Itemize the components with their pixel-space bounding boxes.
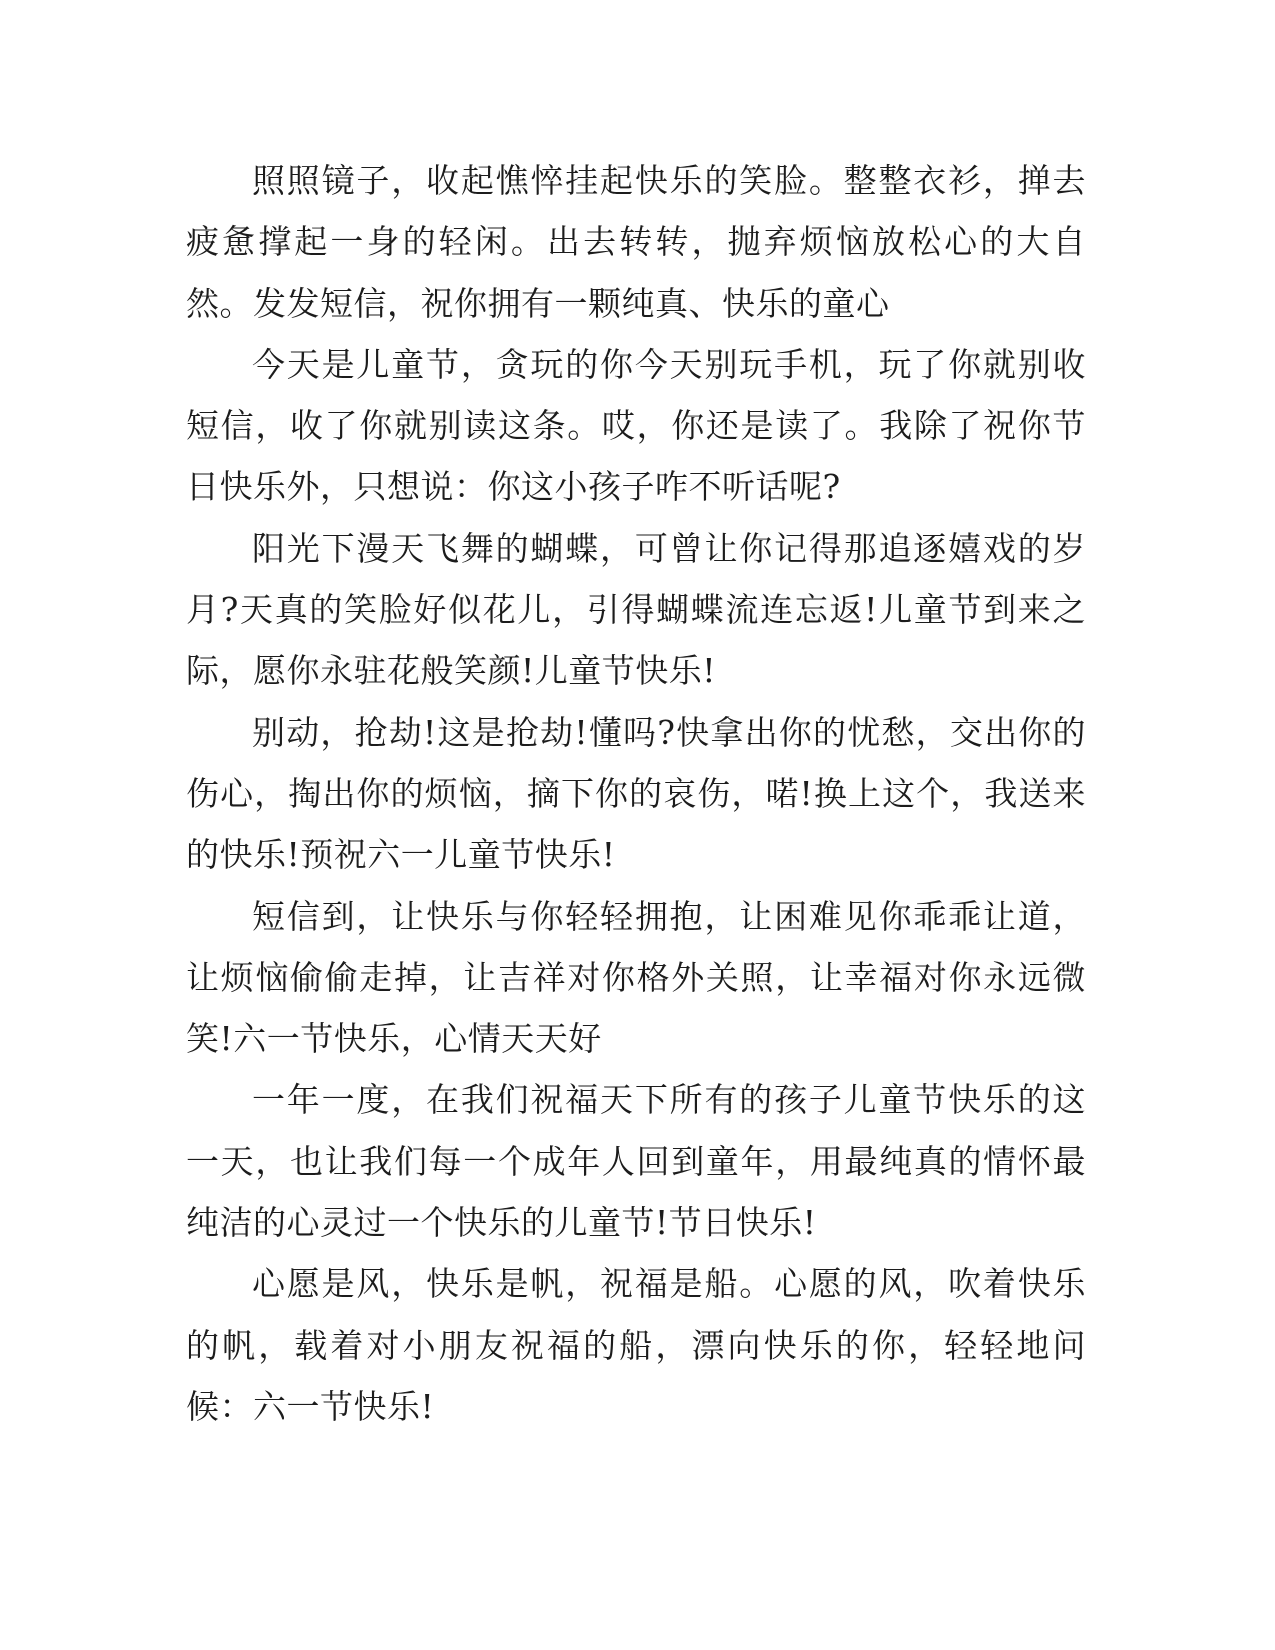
paragraph-7: 心愿是风，快乐是帆，祝福是船。心愿的风，吹着快乐的帆，载着对小朋友祝福的船，漂向快乐的你，轻轻地问候：六一节快乐! [186,1264,1086,1426]
paragraph-3: 阳光下漫天飞舞的蝴蝶，可曾让你记得那追逐嬉戏的岁月?天真的笑脸好似花儿，引得蝴蝶流连忘返!儿童节到来之际，愿你永驻花般笑颜!儿童节快乐! [186,528,1086,691]
paragraph-5: 短信到，让快乐与你轻轻拥抱，让困难见你乖乖让道，让烦恼偷偷走掉，让吉祥对你格外关照，让幸福对你永远微笑!六一节快乐，心情天天好 [186,896,1086,1059]
paragraph-2: 今天是儿童节，贪玩的你今天别玩手机，玩了你就别收短信，收了你就别读这条。哎，你还是读了。我除了祝你节日快乐外，只想说：你这小孩子咋不听话呢? [186,344,1086,507]
paragraph-6: 一年一度，在我们祝福天下所有的孩子儿童节快乐的这一天，也让我们每一个成年人回到童年，用最纯真的情怀最纯洁的心灵过一个快乐的儿童节!节日快乐! [186,1080,1086,1243]
body-text [186,150,1086,1437]
paragraph-1: 照照镜子，收起憔悴挂起快乐的笑脸。整整衣衫，掸去疲惫撑起一身的轻闲。出去转转，抛弃烦恼放松心的大自然。发发短信，祝你拥有一颗纯真、快乐的童心 [186,161,1086,323]
paragraph-4: 别动，抢劫!这是抢劫!懂吗?快拿出你的忧愁，交出你的伤心，掏出你的烦恼，摘下你的哀伤，喏!换上这个，我送来的快乐!预祝六一儿童节快乐! [186,712,1086,875]
